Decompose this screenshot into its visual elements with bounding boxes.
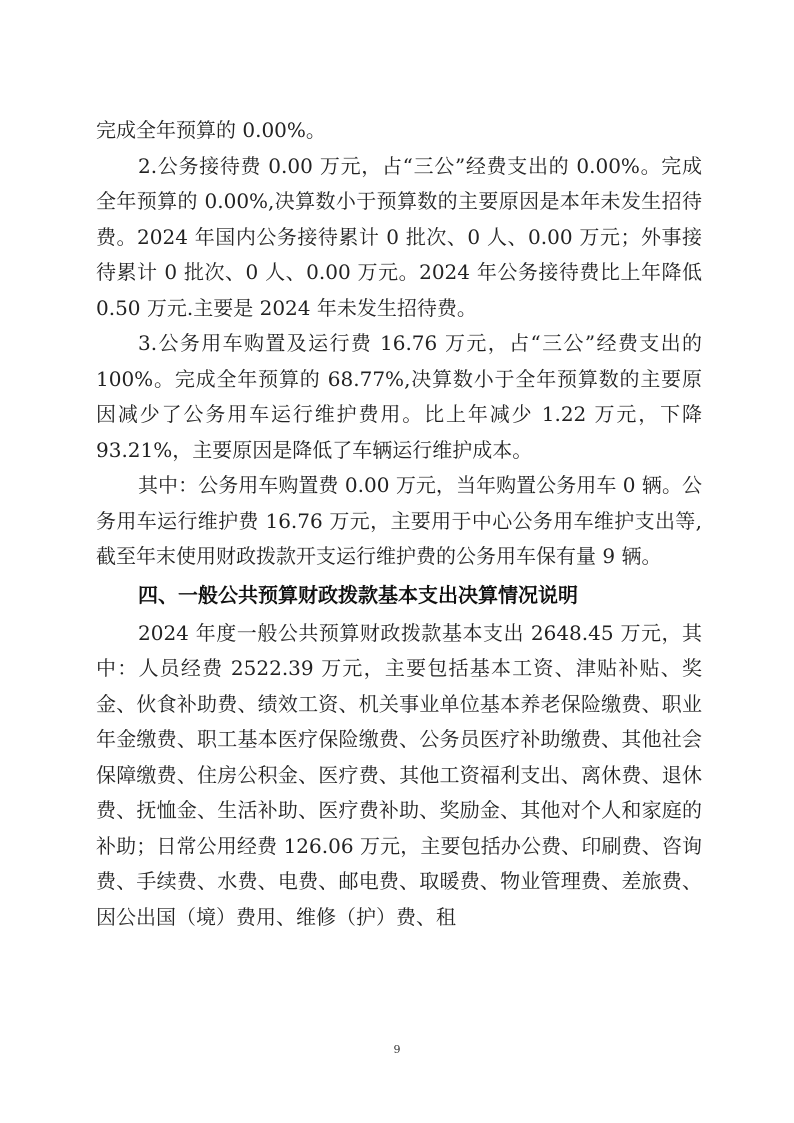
paragraph-vehicle-fee: 3.公务用车购置及运行费 16.76 万元，占“三公”经费支出的 100%。完成全年预算的 68.77%,决算数小于全年预算数的主要原因减少了公务用车运行维护费用。比上年减少 1.22 万元，下降 93.21%，主要原因是降低了车辆运行维护成本。 <box>96 331 702 462</box>
section-heading: 四、一般公共预算财政拨款基本支出决算情况说明 <box>138 582 578 607</box>
document-body <box>96 113 702 935</box>
paragraph-basic-expenditure: 2024 年度一般公共预算财政拨款基本支出 2648.45 万元，其中：人员经费 2522.39 万元，主要包括基本工资、津贴补贴、奖金、伙食补助费、绩效工资、机关事业单位基本养老保险缴费、职业年金缴费、职工基本医疗保险缴费、公务员医疗补助缴费、其他社会保障缴费、住房公积金、医疗费、其他工资福利支出、离休费、退休费、抚恤金、生活补助、医疗费补助、奖励金、其他对个人和家庭的补助；日常公用经费 126.06 万元，主要包括办公费、印刷费、咨询费、手续费、水费、电费、邮电费、取暖费、物业管理费、差旅费、因公出国（境）费用、维修（护）费、租 <box>96 620 702 929</box>
paragraph-vehicle-details: 其中：公务用车购置费 0.00 万元，当年购置公务用车 0 辆。公务用车运行维护费 16.76 万元，主要用于中心公务用车维护支出等,截至年末使用财政拨款开支运行维护费的公务用车保有量 9 辆。 <box>96 473 702 568</box>
page-number: 9 <box>393 1043 401 1056</box>
paragraph-continuation: 完成全年预算的 0.00%。 <box>96 118 326 142</box>
paragraph-reception-fee: 2.公务接待费 0.00 万元，占“三公”经费支出的 0.00%。完成全年预算的 0.00%,决算数小于预算数的主要原因是本年未发生招待费。2024 年国内公务接待累计 0 批次、0 人、0.00 万元；外事接待累计 0 批次、0 人、0.00 万元。2024 年公务接待费比上年降低 0.50 万元.主要是 2024 年未发生招待费。 <box>96 153 702 320</box>
